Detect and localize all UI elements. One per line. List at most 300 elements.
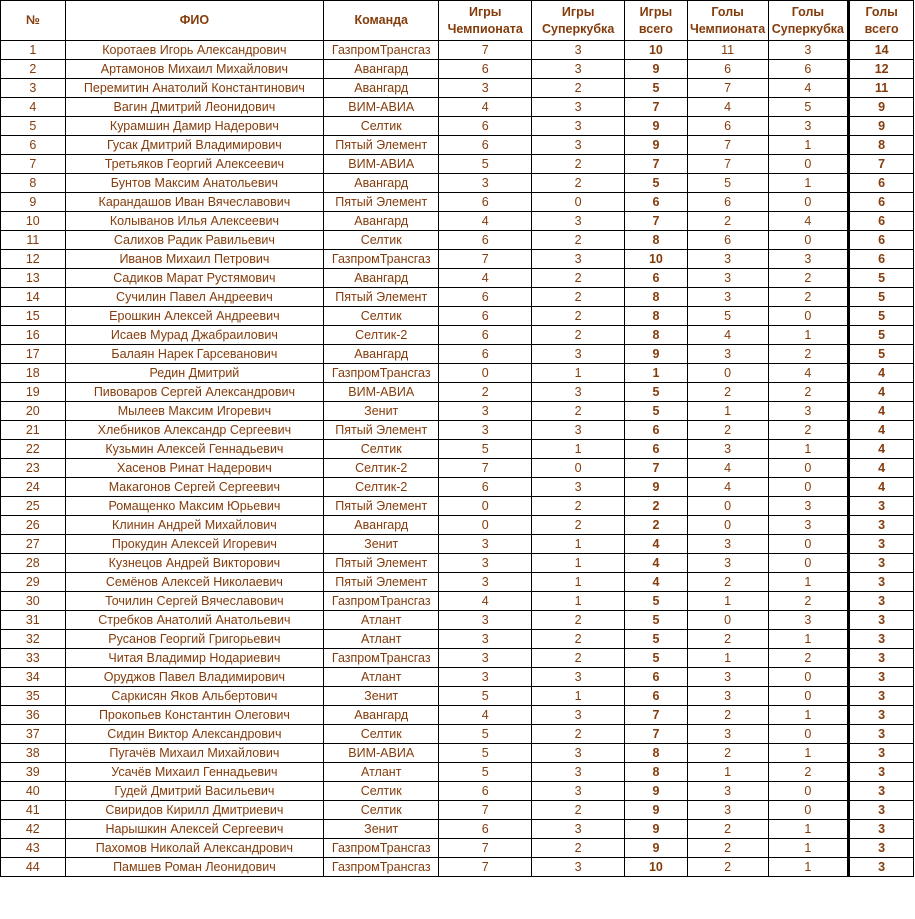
cell-champ-goals[interactable]: 2 xyxy=(687,421,768,440)
cell-total-goals[interactable]: 3 xyxy=(849,725,914,744)
cell-team[interactable]: ГазпромТрансгаз xyxy=(324,839,439,858)
cell-cup-games[interactable]: 2 xyxy=(532,288,625,307)
cell-total-games[interactable]: 6 xyxy=(625,269,688,288)
cell-cup-goals[interactable]: 3 xyxy=(768,250,849,269)
col-header-cup-goals[interactable]: Голы Суперкубка xyxy=(768,1,849,41)
cell-champ-games[interactable]: 6 xyxy=(439,478,532,497)
cell-cup-goals[interactable]: 2 xyxy=(768,421,849,440)
cell-team[interactable]: ГазпромТрансгаз xyxy=(324,592,439,611)
cell-cup-goals[interactable]: 6 xyxy=(768,60,849,79)
cell-total-games[interactable]: 9 xyxy=(625,839,688,858)
cell-name[interactable]: Кузьмин Алексей Геннадьевич xyxy=(65,440,324,459)
cell-cup-games[interactable]: 3 xyxy=(532,212,625,231)
cell-total-goals[interactable]: 3 xyxy=(849,858,914,877)
cell-team[interactable]: Пятый Элемент xyxy=(324,497,439,516)
cell-number[interactable]: 34 xyxy=(1,668,66,687)
cell-champ-games[interactable]: 3 xyxy=(439,535,532,554)
cell-number[interactable]: 35 xyxy=(1,687,66,706)
cell-total-games[interactable]: 6 xyxy=(625,421,688,440)
cell-champ-goals[interactable]: 4 xyxy=(687,459,768,478)
cell-cup-games[interactable]: 3 xyxy=(532,136,625,155)
cell-name[interactable]: Нарышкин Алексей Сергеевич xyxy=(65,820,324,839)
cell-total-games[interactable]: 8 xyxy=(625,231,688,250)
cell-total-goals[interactable]: 3 xyxy=(849,573,914,592)
cell-name[interactable]: Клинин Андрей Михайлович xyxy=(65,516,324,535)
cell-cup-games[interactable]: 2 xyxy=(532,839,625,858)
cell-total-goals[interactable]: 3 xyxy=(849,801,914,820)
cell-champ-games[interactable]: 4 xyxy=(439,212,532,231)
cell-team[interactable]: Селтик-2 xyxy=(324,478,439,497)
cell-team[interactable]: Пятый Элемент xyxy=(324,421,439,440)
cell-cup-games[interactable]: 3 xyxy=(532,820,625,839)
cell-name[interactable]: Артамонов Михаил Михайлович xyxy=(65,60,324,79)
cell-team[interactable]: Авангард xyxy=(324,60,439,79)
cell-cup-goals[interactable]: 0 xyxy=(768,554,849,573)
cell-team[interactable]: Авангард xyxy=(324,174,439,193)
cell-total-games[interactable]: 7 xyxy=(625,98,688,117)
cell-champ-games[interactable]: 6 xyxy=(439,60,532,79)
cell-champ-games[interactable]: 3 xyxy=(439,554,532,573)
cell-cup-goals[interactable]: 1 xyxy=(768,858,849,877)
cell-name[interactable]: Стребков Анатолий Анатольевич xyxy=(65,611,324,630)
cell-number[interactable]: 31 xyxy=(1,611,66,630)
cell-total-goals[interactable]: 3 xyxy=(849,516,914,535)
cell-total-goals[interactable]: 3 xyxy=(849,592,914,611)
cell-cup-games[interactable]: 3 xyxy=(532,782,625,801)
cell-champ-goals[interactable]: 2 xyxy=(687,839,768,858)
cell-champ-games[interactable]: 7 xyxy=(439,801,532,820)
col-header-number[interactable]: № xyxy=(1,1,66,41)
cell-total-goals[interactable]: 3 xyxy=(849,782,914,801)
cell-cup-games[interactable]: 2 xyxy=(532,402,625,421)
cell-team[interactable]: ГазпромТрансгаз xyxy=(324,41,439,60)
cell-number[interactable]: 24 xyxy=(1,478,66,497)
cell-team[interactable]: ГазпромТрансгаз xyxy=(324,649,439,668)
cell-number[interactable]: 17 xyxy=(1,345,66,364)
cell-cup-goals[interactable]: 0 xyxy=(768,668,849,687)
cell-total-goals[interactable]: 4 xyxy=(849,478,914,497)
cell-cup-goals[interactable]: 3 xyxy=(768,402,849,421)
cell-cup-games[interactable]: 2 xyxy=(532,326,625,345)
cell-team[interactable]: Атлант xyxy=(324,763,439,782)
cell-name[interactable]: Иванов Михаил Петрович xyxy=(65,250,324,269)
cell-cup-goals[interactable]: 2 xyxy=(768,345,849,364)
cell-number[interactable]: 38 xyxy=(1,744,66,763)
cell-team[interactable]: Атлант xyxy=(324,611,439,630)
cell-champ-goals[interactable]: 7 xyxy=(687,136,768,155)
cell-name[interactable]: Бунтов Максим Анатольевич xyxy=(65,174,324,193)
cell-name[interactable]: Вагин Дмитрий Леонидович xyxy=(65,98,324,117)
cell-cup-games[interactable]: 3 xyxy=(532,60,625,79)
cell-total-games[interactable]: 8 xyxy=(625,307,688,326)
cell-total-goals[interactable]: 3 xyxy=(849,630,914,649)
cell-total-games[interactable]: 8 xyxy=(625,288,688,307)
cell-champ-games[interactable]: 7 xyxy=(439,459,532,478)
cell-champ-goals[interactable]: 1 xyxy=(687,649,768,668)
cell-name[interactable]: Кузнецов Андрей Викторович xyxy=(65,554,324,573)
cell-number[interactable]: 19 xyxy=(1,383,66,402)
cell-champ-games[interactable]: 4 xyxy=(439,269,532,288)
cell-cup-games[interactable]: 3 xyxy=(532,421,625,440)
cell-cup-goals[interactable]: 0 xyxy=(768,307,849,326)
cell-cup-games[interactable]: 2 xyxy=(532,516,625,535)
cell-number[interactable]: 8 xyxy=(1,174,66,193)
cell-cup-games[interactable]: 2 xyxy=(532,155,625,174)
cell-name[interactable]: Сучилин Павел Андреевич xyxy=(65,288,324,307)
cell-champ-goals[interactable]: 3 xyxy=(687,668,768,687)
cell-cup-goals[interactable]: 1 xyxy=(768,326,849,345)
cell-champ-goals[interactable]: 3 xyxy=(687,687,768,706)
cell-number[interactable]: 10 xyxy=(1,212,66,231)
cell-team[interactable]: ГазпромТрансгаз xyxy=(324,858,439,877)
cell-cup-games[interactable]: 1 xyxy=(532,687,625,706)
cell-cup-goals[interactable]: 2 xyxy=(768,269,849,288)
cell-team[interactable]: ГазпромТрансгаз xyxy=(324,250,439,269)
cell-name[interactable]: Ерошкин Алексей Андреевич xyxy=(65,307,324,326)
col-header-cup-games[interactable]: Игры Суперкубка xyxy=(532,1,625,41)
cell-cup-games[interactable]: 2 xyxy=(532,649,625,668)
cell-number[interactable]: 3 xyxy=(1,79,66,98)
cell-total-games[interactable]: 6 xyxy=(625,193,688,212)
cell-champ-games[interactable]: 5 xyxy=(439,440,532,459)
cell-champ-goals[interactable]: 4 xyxy=(687,326,768,345)
col-header-total-goals[interactable]: Голы всего xyxy=(849,1,914,41)
cell-name[interactable]: Точилин Сергей Вячеславович xyxy=(65,592,324,611)
cell-cup-goals[interactable]: 1 xyxy=(768,820,849,839)
cell-total-goals[interactable]: 14 xyxy=(849,41,914,60)
cell-team[interactable]: Авангард xyxy=(324,516,439,535)
cell-total-goals[interactable]: 9 xyxy=(849,98,914,117)
cell-champ-goals[interactable]: 6 xyxy=(687,231,768,250)
cell-name[interactable]: Читая Владимир Нодариевич xyxy=(65,649,324,668)
cell-total-games[interactable]: 7 xyxy=(625,155,688,174)
cell-champ-games[interactable]: 3 xyxy=(439,668,532,687)
cell-total-goals[interactable]: 3 xyxy=(849,687,914,706)
cell-total-goals[interactable]: 6 xyxy=(849,174,914,193)
cell-cup-goals[interactable]: 2 xyxy=(768,592,849,611)
cell-champ-goals[interactable]: 3 xyxy=(687,269,768,288)
cell-total-goals[interactable]: 4 xyxy=(849,421,914,440)
cell-number[interactable]: 27 xyxy=(1,535,66,554)
cell-champ-goals[interactable]: 11 xyxy=(687,41,768,60)
cell-number[interactable]: 11 xyxy=(1,231,66,250)
cell-team[interactable]: Авангард xyxy=(324,706,439,725)
cell-cup-games[interactable]: 1 xyxy=(532,440,625,459)
cell-team[interactable]: Атлант xyxy=(324,630,439,649)
cell-cup-games[interactable]: 0 xyxy=(532,193,625,212)
cell-cup-goals[interactable]: 1 xyxy=(768,839,849,858)
cell-total-games[interactable]: 10 xyxy=(625,250,688,269)
cell-number[interactable]: 4 xyxy=(1,98,66,117)
cell-total-games[interactable]: 5 xyxy=(625,630,688,649)
cell-champ-goals[interactable]: 3 xyxy=(687,535,768,554)
cell-total-games[interactable]: 5 xyxy=(625,402,688,421)
cell-cup-goals[interactable]: 5 xyxy=(768,98,849,117)
cell-champ-games[interactable]: 6 xyxy=(439,136,532,155)
cell-number[interactable]: 15 xyxy=(1,307,66,326)
cell-champ-games[interactable]: 3 xyxy=(439,649,532,668)
cell-cup-goals[interactable]: 2 xyxy=(768,649,849,668)
cell-total-games[interactable]: 9 xyxy=(625,478,688,497)
cell-team[interactable]: Селтик-2 xyxy=(324,326,439,345)
cell-cup-goals[interactable]: 1 xyxy=(768,174,849,193)
cell-cup-games[interactable]: 3 xyxy=(532,41,625,60)
cell-total-goals[interactable]: 3 xyxy=(849,839,914,858)
cell-total-games[interactable]: 9 xyxy=(625,820,688,839)
cell-total-games[interactable]: 5 xyxy=(625,649,688,668)
cell-cup-games[interactable]: 3 xyxy=(532,345,625,364)
cell-cup-games[interactable]: 1 xyxy=(532,535,625,554)
cell-name[interactable]: Карандашов Иван Вячеславович xyxy=(65,193,324,212)
cell-cup-goals[interactable]: 2 xyxy=(768,288,849,307)
cell-total-games[interactable]: 9 xyxy=(625,117,688,136)
cell-name[interactable]: Балаян Нарек Гарсеванович xyxy=(65,345,324,364)
cell-team[interactable]: Селтик xyxy=(324,782,439,801)
cell-total-games[interactable]: 2 xyxy=(625,516,688,535)
cell-number[interactable]: 9 xyxy=(1,193,66,212)
cell-cup-goals[interactable]: 0 xyxy=(768,801,849,820)
cell-number[interactable]: 39 xyxy=(1,763,66,782)
cell-champ-goals[interactable]: 0 xyxy=(687,611,768,630)
cell-cup-games[interactable]: 2 xyxy=(532,79,625,98)
cell-name[interactable]: Прокудин Алексей Игоревич xyxy=(65,535,324,554)
cell-total-games[interactable]: 6 xyxy=(625,687,688,706)
cell-champ-goals[interactable]: 3 xyxy=(687,440,768,459)
cell-name[interactable]: Хлебников Александр Сергеевич xyxy=(65,421,324,440)
cell-total-goals[interactable]: 11 xyxy=(849,79,914,98)
cell-cup-goals[interactable]: 1 xyxy=(768,136,849,155)
cell-total-games[interactable]: 7 xyxy=(625,706,688,725)
cell-champ-goals[interactable]: 7 xyxy=(687,155,768,174)
cell-team[interactable]: Селтик-2 xyxy=(324,459,439,478)
cell-number[interactable]: 28 xyxy=(1,554,66,573)
cell-total-games[interactable]: 2 xyxy=(625,497,688,516)
cell-champ-games[interactable]: 5 xyxy=(439,155,532,174)
cell-champ-games[interactable]: 6 xyxy=(439,307,532,326)
cell-champ-games[interactable]: 3 xyxy=(439,402,532,421)
cell-number[interactable]: 20 xyxy=(1,402,66,421)
cell-cup-games[interactable]: 2 xyxy=(532,307,625,326)
cell-champ-goals[interactable]: 2 xyxy=(687,744,768,763)
cell-champ-games[interactable]: 5 xyxy=(439,725,532,744)
cell-champ-games[interactable]: 3 xyxy=(439,79,532,98)
cell-cup-games[interactable]: 2 xyxy=(532,497,625,516)
cell-name[interactable]: Колыванов Илья Алексеевич xyxy=(65,212,324,231)
cell-cup-goals[interactable]: 3 xyxy=(768,117,849,136)
cell-cup-goals[interactable]: 3 xyxy=(768,516,849,535)
cell-team[interactable]: Селтик xyxy=(324,117,439,136)
cell-number[interactable]: 43 xyxy=(1,839,66,858)
cell-total-goals[interactable]: 4 xyxy=(849,459,914,478)
cell-champ-goals[interactable]: 2 xyxy=(687,630,768,649)
cell-cup-games[interactable]: 0 xyxy=(532,459,625,478)
cell-champ-games[interactable]: 6 xyxy=(439,820,532,839)
cell-champ-games[interactable]: 3 xyxy=(439,174,532,193)
cell-champ-goals[interactable]: 1 xyxy=(687,763,768,782)
cell-number[interactable]: 2 xyxy=(1,60,66,79)
cell-team[interactable]: Селтик xyxy=(324,231,439,250)
cell-name[interactable]: Макагонов Сергей Сергеевич xyxy=(65,478,324,497)
cell-team[interactable]: Авангард xyxy=(324,212,439,231)
cell-name[interactable]: Оруджов Павел Владимирович xyxy=(65,668,324,687)
cell-total-goals[interactable]: 4 xyxy=(849,383,914,402)
cell-cup-games[interactable]: 3 xyxy=(532,383,625,402)
cell-cup-goals[interactable]: 0 xyxy=(768,478,849,497)
cell-total-games[interactable]: 8 xyxy=(625,326,688,345)
cell-total-games[interactable]: 6 xyxy=(625,668,688,687)
cell-number[interactable]: 44 xyxy=(1,858,66,877)
cell-champ-goals[interactable]: 5 xyxy=(687,174,768,193)
cell-champ-games[interactable]: 7 xyxy=(439,839,532,858)
cell-name[interactable]: Саркисян Яков Альбертович xyxy=(65,687,324,706)
cell-cup-games[interactable]: 3 xyxy=(532,668,625,687)
cell-champ-goals[interactable]: 2 xyxy=(687,820,768,839)
cell-champ-games[interactable]: 3 xyxy=(439,573,532,592)
cell-name[interactable]: Гусак Дмитрий Владимирович xyxy=(65,136,324,155)
cell-total-games[interactable]: 5 xyxy=(625,383,688,402)
cell-champ-goals[interactable]: 2 xyxy=(687,706,768,725)
cell-champ-games[interactable]: 0 xyxy=(439,516,532,535)
cell-team[interactable]: Авангард xyxy=(324,345,439,364)
cell-total-games[interactable]: 9 xyxy=(625,136,688,155)
cell-team[interactable]: Селтик xyxy=(324,725,439,744)
cell-total-games[interactable]: 4 xyxy=(625,573,688,592)
cell-team[interactable]: Авангард xyxy=(324,269,439,288)
cell-number[interactable]: 40 xyxy=(1,782,66,801)
cell-cup-games[interactable]: 2 xyxy=(532,269,625,288)
cell-champ-games[interactable]: 5 xyxy=(439,687,532,706)
cell-team[interactable]: Атлант xyxy=(324,668,439,687)
cell-cup-goals[interactable]: 0 xyxy=(768,535,849,554)
cell-number[interactable]: 14 xyxy=(1,288,66,307)
cell-champ-goals[interactable]: 3 xyxy=(687,725,768,744)
cell-champ-games[interactable]: 0 xyxy=(439,497,532,516)
cell-name[interactable]: Садиков Марат Рустямович xyxy=(65,269,324,288)
cell-champ-goals[interactable]: 2 xyxy=(687,383,768,402)
cell-number[interactable]: 22 xyxy=(1,440,66,459)
cell-cup-games[interactable]: 2 xyxy=(532,611,625,630)
cell-champ-goals[interactable]: 4 xyxy=(687,98,768,117)
cell-champ-games[interactable]: 4 xyxy=(439,98,532,117)
cell-total-games[interactable]: 5 xyxy=(625,611,688,630)
cell-team[interactable]: Зенит xyxy=(324,535,439,554)
cell-team[interactable]: Селтик xyxy=(324,801,439,820)
cell-number[interactable]: 30 xyxy=(1,592,66,611)
cell-team[interactable]: ВИМ-АВИА xyxy=(324,98,439,117)
cell-total-games[interactable]: 1 xyxy=(625,364,688,383)
cell-champ-goals[interactable]: 3 xyxy=(687,554,768,573)
cell-total-games[interactable]: 7 xyxy=(625,212,688,231)
cell-total-goals[interactable]: 3 xyxy=(849,497,914,516)
cell-cup-goals[interactable]: 3 xyxy=(768,41,849,60)
cell-cup-goals[interactable]: 0 xyxy=(768,459,849,478)
cell-name[interactable]: Исаев Мурад Джабраилович xyxy=(65,326,324,345)
cell-cup-goals[interactable]: 4 xyxy=(768,79,849,98)
cell-name[interactable]: Гудей Дмитрий Васильевич xyxy=(65,782,324,801)
cell-cup-games[interactable]: 2 xyxy=(532,725,625,744)
cell-number[interactable]: 5 xyxy=(1,117,66,136)
cell-name[interactable]: Коротаев Игорь Александрович xyxy=(65,41,324,60)
cell-champ-games[interactable]: 6 xyxy=(439,326,532,345)
cell-champ-games[interactable]: 3 xyxy=(439,630,532,649)
cell-name[interactable]: Памшев Роман Леонидович xyxy=(65,858,324,877)
cell-cup-goals[interactable]: 2 xyxy=(768,763,849,782)
cell-champ-games[interactable]: 7 xyxy=(439,41,532,60)
cell-cup-games[interactable]: 3 xyxy=(532,478,625,497)
cell-champ-goals[interactable]: 3 xyxy=(687,288,768,307)
cell-team[interactable]: Пятый Элемент xyxy=(324,193,439,212)
cell-total-games[interactable]: 4 xyxy=(625,535,688,554)
cell-number[interactable]: 1 xyxy=(1,41,66,60)
cell-cup-games[interactable]: 1 xyxy=(532,364,625,383)
cell-champ-goals[interactable]: 0 xyxy=(687,364,768,383)
cell-champ-games[interactable]: 7 xyxy=(439,858,532,877)
cell-number[interactable]: 29 xyxy=(1,573,66,592)
cell-cup-goals[interactable]: 3 xyxy=(768,611,849,630)
col-header-team[interactable]: Команда xyxy=(324,1,439,41)
cell-champ-games[interactable]: 6 xyxy=(439,117,532,136)
cell-total-games[interactable]: 5 xyxy=(625,79,688,98)
cell-total-goals[interactable]: 9 xyxy=(849,117,914,136)
cell-team[interactable]: Авангард xyxy=(324,79,439,98)
cell-name[interactable]: Ромащенко Максим Юрьевич xyxy=(65,497,324,516)
cell-number[interactable]: 25 xyxy=(1,497,66,516)
cell-champ-goals[interactable]: 5 xyxy=(687,307,768,326)
cell-champ-goals[interactable]: 3 xyxy=(687,250,768,269)
cell-total-goals[interactable]: 5 xyxy=(849,269,914,288)
cell-total-goals[interactable]: 4 xyxy=(849,364,914,383)
cell-champ-goals[interactable]: 6 xyxy=(687,117,768,136)
cell-total-goals[interactable]: 6 xyxy=(849,212,914,231)
cell-total-games[interactable]: 7 xyxy=(625,725,688,744)
cell-total-games[interactable]: 10 xyxy=(625,41,688,60)
cell-team[interactable]: Пятый Элемент xyxy=(324,554,439,573)
cell-number[interactable]: 37 xyxy=(1,725,66,744)
cell-total-games[interactable]: 4 xyxy=(625,554,688,573)
cell-total-goals[interactable]: 3 xyxy=(849,668,914,687)
cell-cup-goals[interactable]: 1 xyxy=(768,573,849,592)
cell-total-games[interactable]: 9 xyxy=(625,345,688,364)
cell-cup-games[interactable]: 2 xyxy=(532,630,625,649)
cell-cup-games[interactable]: 3 xyxy=(532,763,625,782)
cell-champ-games[interactable]: 5 xyxy=(439,744,532,763)
cell-champ-games[interactable]: 6 xyxy=(439,193,532,212)
cell-name[interactable]: Мылеев Максим Игоревич xyxy=(65,402,324,421)
cell-total-games[interactable]: 9 xyxy=(625,801,688,820)
cell-number[interactable]: 21 xyxy=(1,421,66,440)
cell-total-goals[interactable]: 5 xyxy=(849,288,914,307)
cell-champ-goals[interactable]: 4 xyxy=(687,478,768,497)
cell-team[interactable]: Пятый Элемент xyxy=(324,573,439,592)
cell-cup-goals[interactable]: 1 xyxy=(768,630,849,649)
col-header-name[interactable]: ФИО xyxy=(65,1,324,41)
cell-cup-games[interactable]: 2 xyxy=(532,231,625,250)
cell-champ-goals[interactable]: 2 xyxy=(687,573,768,592)
cell-total-goals[interactable]: 6 xyxy=(849,231,914,250)
cell-number[interactable]: 23 xyxy=(1,459,66,478)
cell-cup-goals[interactable]: 3 xyxy=(768,497,849,516)
cell-team[interactable]: Селтик xyxy=(324,440,439,459)
cell-total-goals[interactable]: 12 xyxy=(849,60,914,79)
cell-name[interactable]: Перемитин Анатолий Константинович xyxy=(65,79,324,98)
cell-champ-games[interactable]: 0 xyxy=(439,364,532,383)
cell-total-games[interactable]: 7 xyxy=(625,459,688,478)
cell-champ-goals[interactable]: 3 xyxy=(687,801,768,820)
cell-name[interactable]: Усачёв Михаил Геннадьевич xyxy=(65,763,324,782)
cell-total-goals[interactable]: 3 xyxy=(849,820,914,839)
cell-champ-goals[interactable]: 0 xyxy=(687,516,768,535)
cell-cup-goals[interactable]: 1 xyxy=(768,744,849,763)
